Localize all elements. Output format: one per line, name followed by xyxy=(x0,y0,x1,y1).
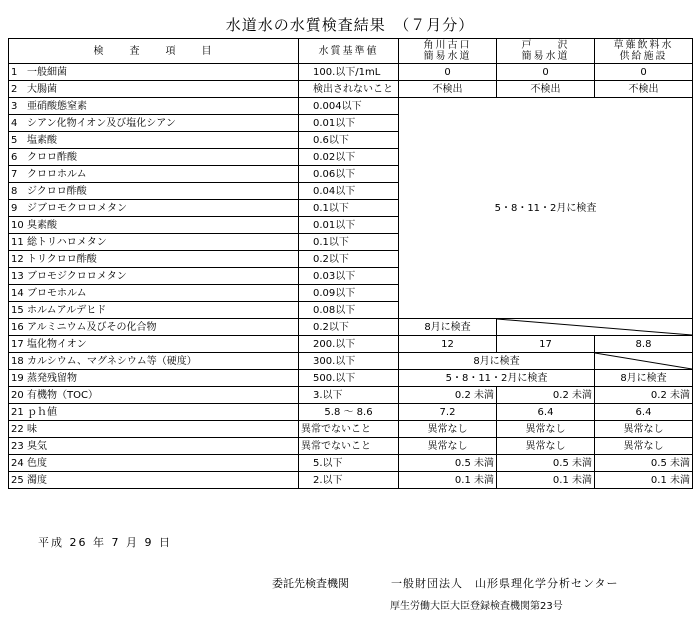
standard-cell: 0.2以下 xyxy=(299,251,399,268)
value-cell: 不検出 xyxy=(497,81,595,98)
value-cell: 7.2 xyxy=(399,404,497,421)
value-cell: 異常なし xyxy=(595,421,693,438)
standard-cell: 0.004以下 xyxy=(299,98,399,115)
item-cell: 20 有機物（TOC） xyxy=(9,387,299,404)
value-cell: 6.4 xyxy=(595,404,693,421)
value-cell: 不検出 xyxy=(595,81,693,98)
standard-cell: 0.6以下 xyxy=(299,132,399,149)
standard-cell: 3.以下 xyxy=(299,387,399,404)
item-cell: 1 一般細菌 xyxy=(9,64,299,81)
table-row xyxy=(9,353,693,370)
issue-date: 平成 26 年 7 月 9 日 xyxy=(38,536,172,549)
value-cell: 0.1 未満 xyxy=(399,472,497,489)
item-cell: 5 塩素酸 xyxy=(9,132,299,149)
diagonal-line-icon xyxy=(595,353,692,369)
header-col3: 草薙飲料水 供給施設 xyxy=(595,39,693,64)
not-applicable-cell xyxy=(497,319,693,336)
standard-cell: 0.04以下 xyxy=(299,183,399,200)
not-applicable-cell xyxy=(595,353,693,370)
table-row xyxy=(9,455,693,472)
standard-cell: 0.06以下 xyxy=(299,166,399,183)
table-row xyxy=(9,387,693,404)
standard-cell: 0.1以下 xyxy=(299,234,399,251)
value-cell: 0 xyxy=(399,64,497,81)
schedule-note: 5・8・11・2月に検査 xyxy=(399,98,693,319)
value-cell: 8.8 xyxy=(595,336,693,353)
item-cell: 9 ジブロモクロロメタン xyxy=(9,200,299,217)
value-cell: 0.2 未満 xyxy=(497,387,595,404)
value-cell: 異常なし xyxy=(497,438,595,455)
table-row xyxy=(9,404,693,421)
standard-cell: 200.以下 xyxy=(299,336,399,353)
header-col1: 角川古口 簡易水道 xyxy=(399,39,497,64)
value-cell: 0.5 未満 xyxy=(399,455,497,472)
inspection-org-name: 一般財団法人 山形県理化学分析センター xyxy=(391,577,619,590)
table-row xyxy=(9,472,693,489)
standard-cell: 5.以下 xyxy=(299,455,399,472)
header-col2: 戸 沢 簡易水道 xyxy=(497,39,595,64)
table-row xyxy=(9,370,693,387)
value-cell: 異常なし xyxy=(497,421,595,438)
inspection-org-label: 委託先検査機関 xyxy=(272,577,349,590)
standard-cell: 2.以下 xyxy=(299,472,399,489)
value-cell: 0.2 未満 xyxy=(399,387,497,404)
value-cell: 0.5 未満 xyxy=(497,455,595,472)
standard-cell: 検出されないこと xyxy=(299,81,399,98)
item-cell: 24 色度 xyxy=(9,455,299,472)
standard-cell: 異常でないこと xyxy=(299,421,399,438)
schedule-note: 5・8・11・2月に検査 xyxy=(399,370,595,387)
value-cell: 0 xyxy=(497,64,595,81)
item-cell: 15 ホルムアルデヒド xyxy=(9,302,299,319)
value-cell: 0.2 未満 xyxy=(595,387,693,404)
standard-cell: 300.以下 xyxy=(299,353,399,370)
standard-cell: 0.01以下 xyxy=(299,115,399,132)
standard-cell: 0.09以下 xyxy=(299,285,399,302)
value-cell: 0.5 未満 xyxy=(595,455,693,472)
standard-cell: 500.以下 xyxy=(299,370,399,387)
item-cell: 16 アルミニウム及びその化合物 xyxy=(9,319,299,336)
table-row xyxy=(9,319,693,336)
standard-cell: 0.1以下 xyxy=(299,200,399,217)
item-cell: 8 ジクロロ酢酸 xyxy=(9,183,299,200)
table-row xyxy=(9,421,693,438)
item-cell: 13 ブロモジクロロメタン xyxy=(9,268,299,285)
standard-cell: 0.02以下 xyxy=(299,149,399,166)
standard-cell: 0.2以下 xyxy=(299,319,399,336)
item-cell: 4 シアン化物イオン及び塩化シアン xyxy=(9,115,299,132)
value-cell: 12 xyxy=(399,336,497,353)
item-cell: 6 クロロ酢酸 xyxy=(9,149,299,166)
value-cell: 異常なし xyxy=(399,421,497,438)
water-quality-table xyxy=(8,38,693,489)
item-cell: 3 亜硝酸態窒素 xyxy=(9,98,299,115)
table-row xyxy=(9,64,693,81)
item-cell: 21 ｐｈ値 xyxy=(9,404,299,421)
schedule-note: 8月に検査 xyxy=(399,353,595,370)
schedule-note: 8月に検査 xyxy=(399,319,497,336)
registration-number: 厚生労働大臣大臣登録検査機関第23号 xyxy=(390,601,563,612)
value-cell: 0 xyxy=(595,64,693,81)
item-cell: 25 濁度 xyxy=(9,472,299,489)
diagonal-line-icon xyxy=(497,319,692,335)
item-cell: 18 カルシウム、マグネシウム等（硬度） xyxy=(9,353,299,370)
item-cell: 23 臭気 xyxy=(9,438,299,455)
table-row xyxy=(9,336,693,353)
item-cell: 12 トリクロロ酢酸 xyxy=(9,251,299,268)
item-cell: 2 大腸菌 xyxy=(9,81,299,98)
table-row xyxy=(9,81,693,98)
header-standard: 水質基準値 xyxy=(299,39,399,64)
item-cell: 22 味 xyxy=(9,421,299,438)
value-cell: 17 xyxy=(497,336,595,353)
item-cell: 17 塩化物イオン xyxy=(9,336,299,353)
value-cell: 6.4 xyxy=(497,404,595,421)
value-cell: 異常なし xyxy=(399,438,497,455)
item-cell: 14 ブロモホルム xyxy=(9,285,299,302)
header-item: 検 査 項 目 xyxy=(9,39,299,64)
value-cell: 0.1 未満 xyxy=(497,472,595,489)
standard-cell: 異常でないこと xyxy=(299,438,399,455)
table-header-row xyxy=(9,39,693,64)
schedule-note: 8月に検査 xyxy=(595,370,693,387)
standard-cell: 0.03以下 xyxy=(299,268,399,285)
standard-cell: 0.08以下 xyxy=(299,302,399,319)
item-cell: 10 臭素酸 xyxy=(9,217,299,234)
table-row xyxy=(9,438,693,455)
document-title: 水道水の水質検査結果 （７月分） xyxy=(225,16,475,34)
value-cell: 不検出 xyxy=(399,81,497,98)
standard-cell: 5.8 ～ 8.6 xyxy=(299,404,399,421)
value-cell: 0.1 未満 xyxy=(595,472,693,489)
standard-cell: 0.01以下 xyxy=(299,217,399,234)
value-cell: 異常なし xyxy=(595,438,693,455)
item-cell: 19 蒸発残留物 xyxy=(9,370,299,387)
standard-cell: 100.以下/1mL xyxy=(299,64,399,81)
table-row xyxy=(9,98,693,115)
item-cell: 7 クロロホルム xyxy=(9,166,299,183)
item-cell: 11 総トリハロメタン xyxy=(9,234,299,251)
